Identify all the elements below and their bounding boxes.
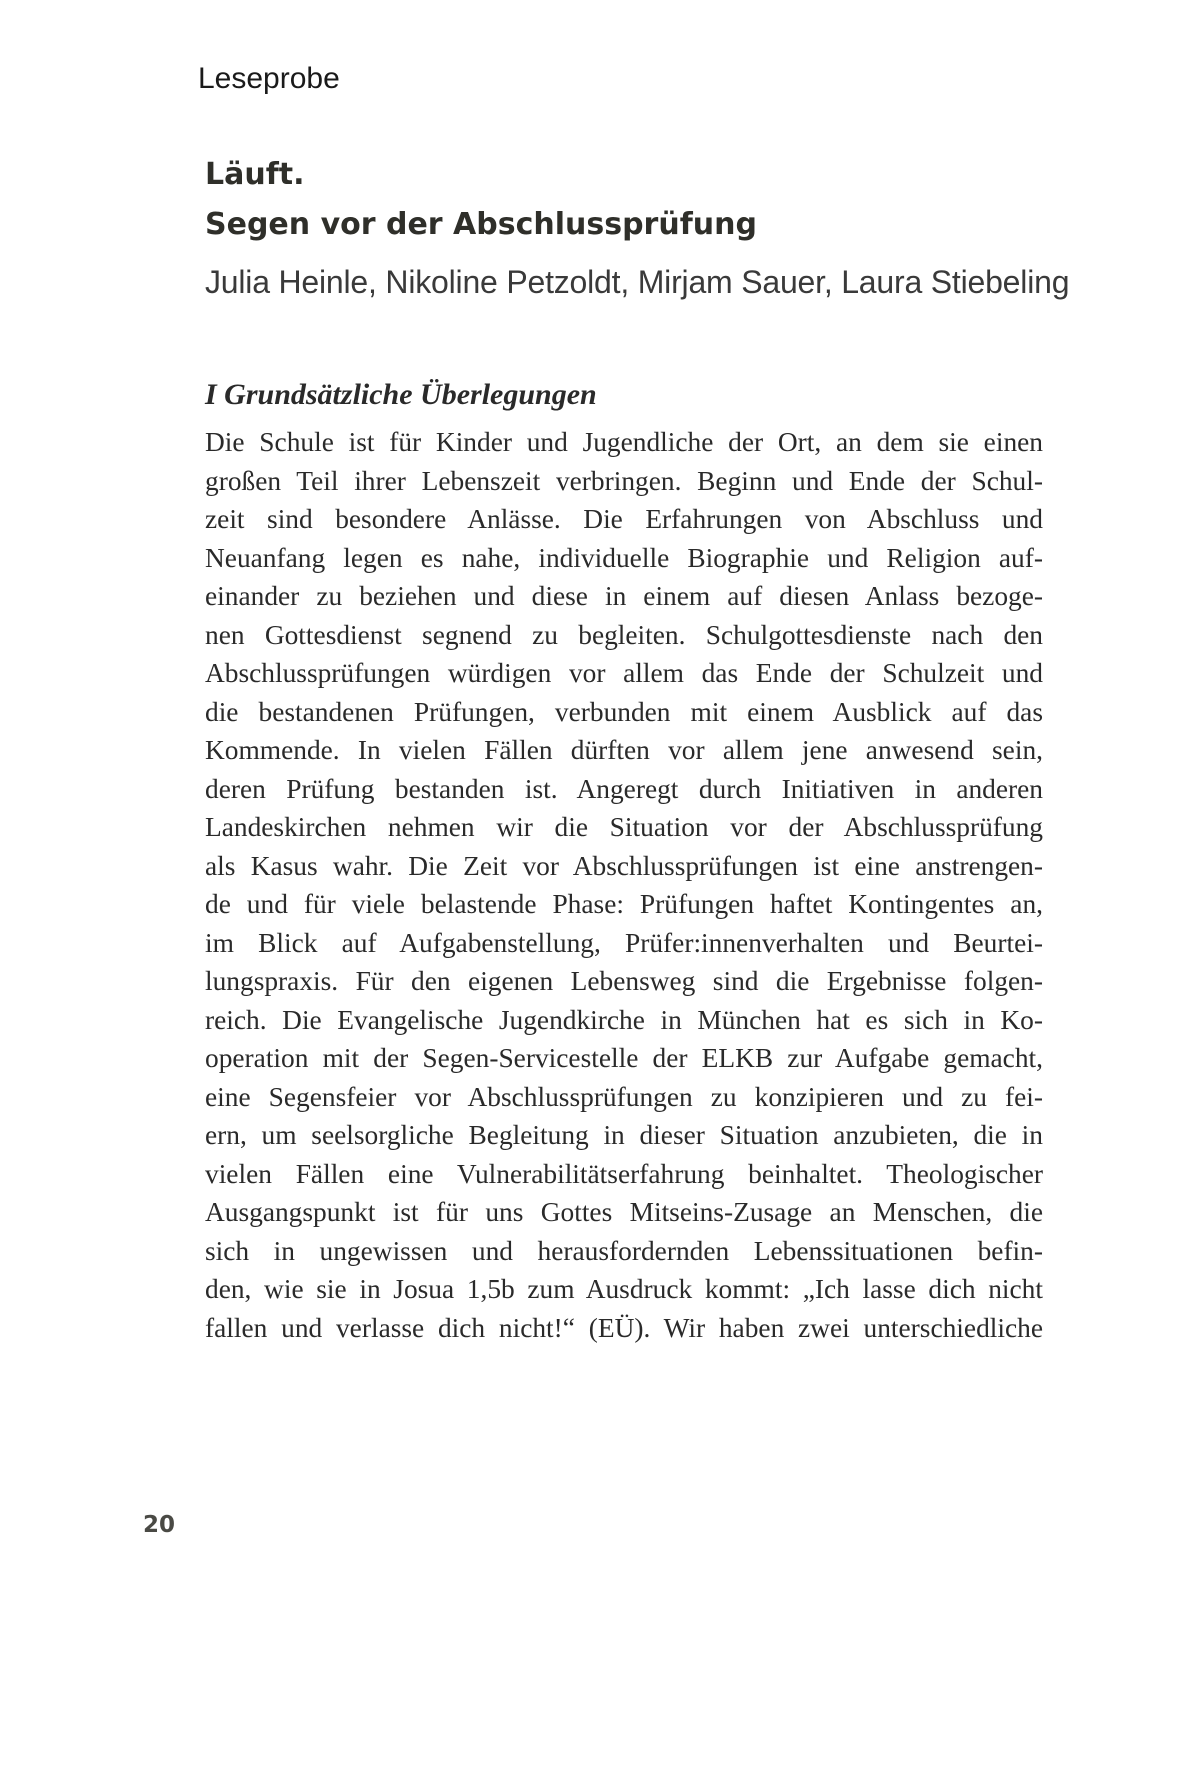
text-line: lungspraxis. Für den eigenen Lebensweg sind die Ergebnisse folgen- [205, 966, 1043, 996]
text-line: ern, um seelsorgliche Begleitung in dieser Situation anzubieten, die in [205, 1120, 1043, 1150]
body-paragraph [205, 423, 1043, 1347]
page-number: 20 [143, 1512, 176, 1538]
text-line: als Kasus wahr. Die Zeit vor Abschlussprüfungen ist eine anstrengen- [205, 850, 1043, 881]
text-line: reich. Die Evangelische Jugendkirche in München hat es sich in Ko- [205, 1004, 1043, 1035]
text-line: eine Segensfeier vor Abschlussprüfungen zu konzipieren und zu fei- [205, 1081, 1043, 1112]
chapter-authors: Julia Heinle, Nikoline Petzoldt, Mirjam Sauer, Laura Stiebeling [205, 264, 1070, 300]
text-line: sich in ungewissen und herausfordernden Lebenssituationen befin- [205, 1235, 1043, 1266]
text-line: großen Teil ihrer Lebenszeit verbringen. Beginn und Ende der Schul- [205, 465, 1043, 496]
chapter-title [205, 150, 757, 250]
text-line: einander zu beziehen und diese in einem auf diesen Anlass bezoge- [205, 581, 1043, 611]
text-line: Abschlussprüfungen würdigen vor allem das Ende der Schulzeit und [205, 658, 1043, 688]
text-line: nen Gottesdienst segnend zu begleiten. Schulgottesdienste nach den [205, 619, 1043, 650]
text-line: operation mit der Segen-Servicestelle der ELKB zur Aufgabe gemacht, [205, 1043, 1043, 1073]
text-line: vielen Fällen eine Vulnerabilitätserfahrung beinhaltet. Theologischer [205, 1158, 1043, 1189]
text-line: die bestandenen Prüfungen, verbunden mit einem Ausblick auf das [205, 696, 1043, 727]
text-line: Die Schule ist für Kinder und Jugendliche der Ort, an dem sie einen [205, 427, 1043, 457]
text-line: fallen und verlasse dich nicht!“ (EÜ). Wir haben zwei unterschiedliche [205, 1312, 1043, 1343]
text-line: Kommende. In vielen Fällen dürften vor allem jene anwesend sein, [205, 735, 1043, 765]
text-line: den, wie sie in Josua 1,5b zum Ausdruck kommt: „Ich lasse dich nicht [205, 1274, 1043, 1304]
text-line: deren Prüfung bestanden ist. Angeregt durch Initiativen in anderen [205, 773, 1043, 804]
text-line: zeit sind besondere Anlässe. Die Erfahrungen von Abschluss und [205, 504, 1043, 534]
chapter-title-line-1: Läuft. [205, 157, 305, 192]
text-line: im Blick auf Aufgabenstellung, Prüfer:innenverhalten und Beurtei- [205, 927, 1043, 958]
text-line: Neuanfang legen es nahe, individuelle Biographie und Religion auf- [205, 542, 1043, 573]
text-line: Ausgangspunkt ist für uns Gottes Mitseins-Zusage an Menschen, die [205, 1197, 1043, 1227]
text-line: de und für viele belastende Phase: Prüfungen haftet Kontingentes an, [205, 889, 1043, 919]
text-line: Landeskirchen nehmen wir die Situation vor der Abschlussprüfung [205, 812, 1043, 842]
leseprobe-label: Leseprobe [198, 62, 340, 95]
chapter-title-line-2: Segen vor der Abschlussprüfung [205, 207, 757, 242]
section-heading: I Grundsätzliche Überlegungen [205, 378, 597, 411]
